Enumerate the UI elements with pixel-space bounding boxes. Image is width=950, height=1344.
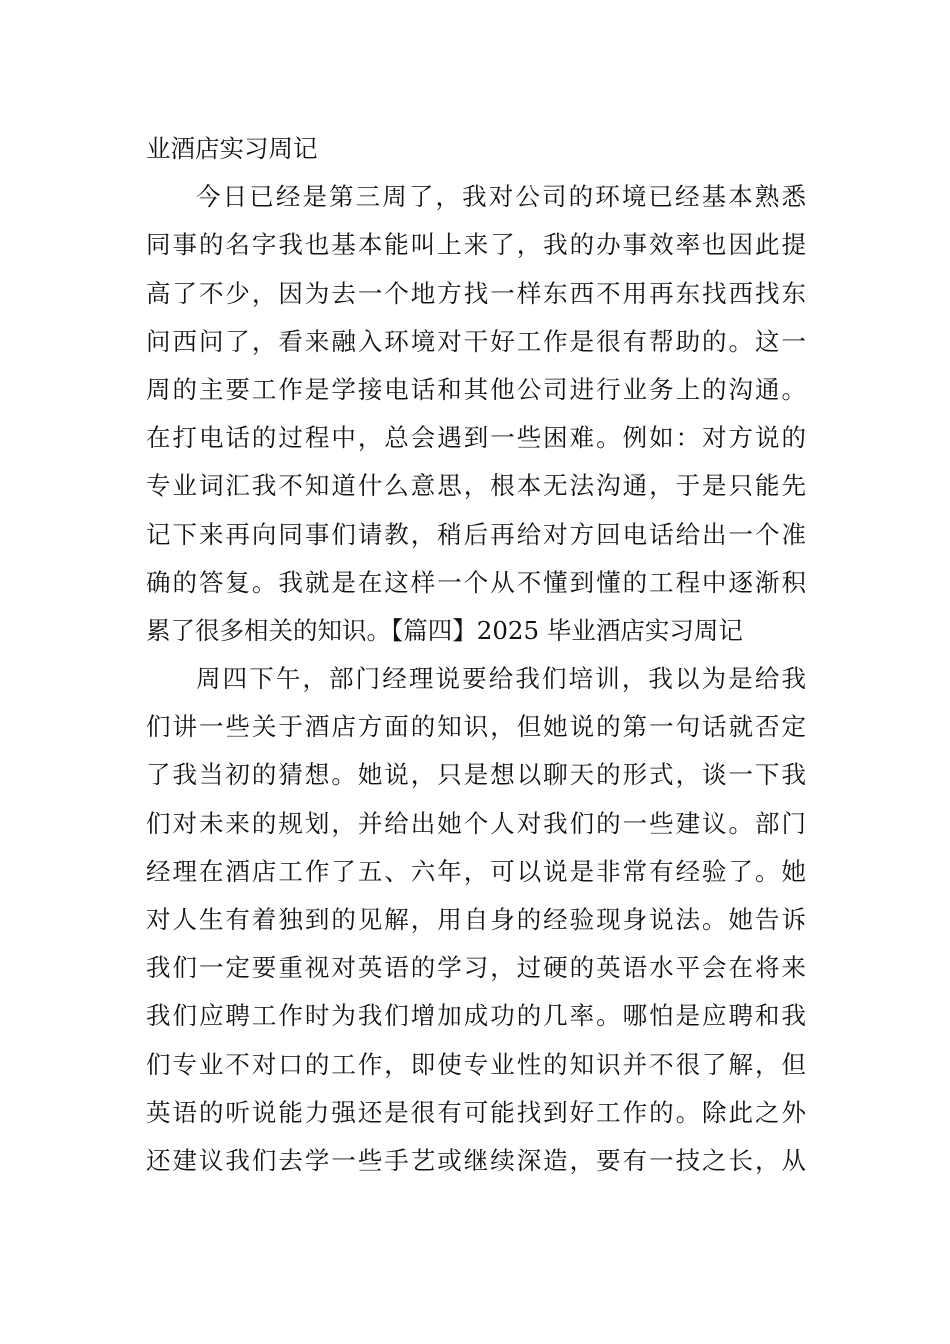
paragraph-first-line: 周四下午，部门经理说要给我们培训，我以为是给我: [196, 664, 806, 694]
text-line: 在打电话的过程中，总会遇到一些困难。例如：对方说的: [146, 423, 806, 453]
text-line: 我们一定要重视对英语的学习，过硬的英语水平会在将来: [146, 953, 806, 983]
text-line: 确的答复。我就是在这样一个从不懂到懂的工程中逐渐积: [146, 567, 806, 597]
text-line: 英语的听说能力强还是很有可能找到好工作的。除此之外: [146, 1097, 806, 1127]
text-line: 们讲一些关于酒店方面的知识，但她说的第一句话就否定: [146, 712, 806, 742]
text-line: 高了不少，因为去一个地方找一样东西不用再东找西找东: [146, 278, 806, 308]
text-line: 业酒店实习周记: [146, 134, 318, 163]
text-line: 我们应聘工作时为我们增加成功的几率。哪怕是应聘和我: [146, 1001, 806, 1031]
text-line: 周的主要工作是学接电话和其他公司进行业务上的沟通。: [146, 374, 806, 404]
text-line: 对人生有着独到的见解，用自身的经验现身说法。她告诉: [146, 905, 806, 934]
text-line: 了我当初的猜想。她说，只是想以聊天的形式，谈一下我: [146, 760, 806, 790]
text-line: 们对未来的规划，并给出她个人对我们的一些建议。部门: [146, 808, 806, 838]
document-body: [146, 125, 806, 1185]
text-line: 问西问了，看来融入环境对干好工作是很有帮助的。这一: [146, 326, 806, 356]
text-line: 记下来再向同事们请教，稍后再给对方回电话给出一个准: [146, 519, 806, 549]
text-line: 专业词汇我不知道什么意思，根本无法沟通，于是只能先: [146, 471, 806, 501]
text-line: 还建议我们去学一些手艺或继续深造，要有一技之长，从: [146, 1145, 806, 1175]
paragraph-first-line: 今日已经是第三周了，我对公司的环境已经基本熟悉: [196, 182, 806, 212]
text-line: 们专业不对口的工作，即使专业性的知识并不很了解，但: [146, 1049, 806, 1079]
text-line: 经理在酒店工作了五、六年，可以说是非常有经验了。她: [146, 856, 806, 886]
text-line: 累了很多相关的知识。【篇四】2025 毕业酒店实习周记: [146, 615, 743, 645]
text-line: 同事的名字我也基本能叫上来了，我的办事效率也因此提: [146, 230, 806, 260]
